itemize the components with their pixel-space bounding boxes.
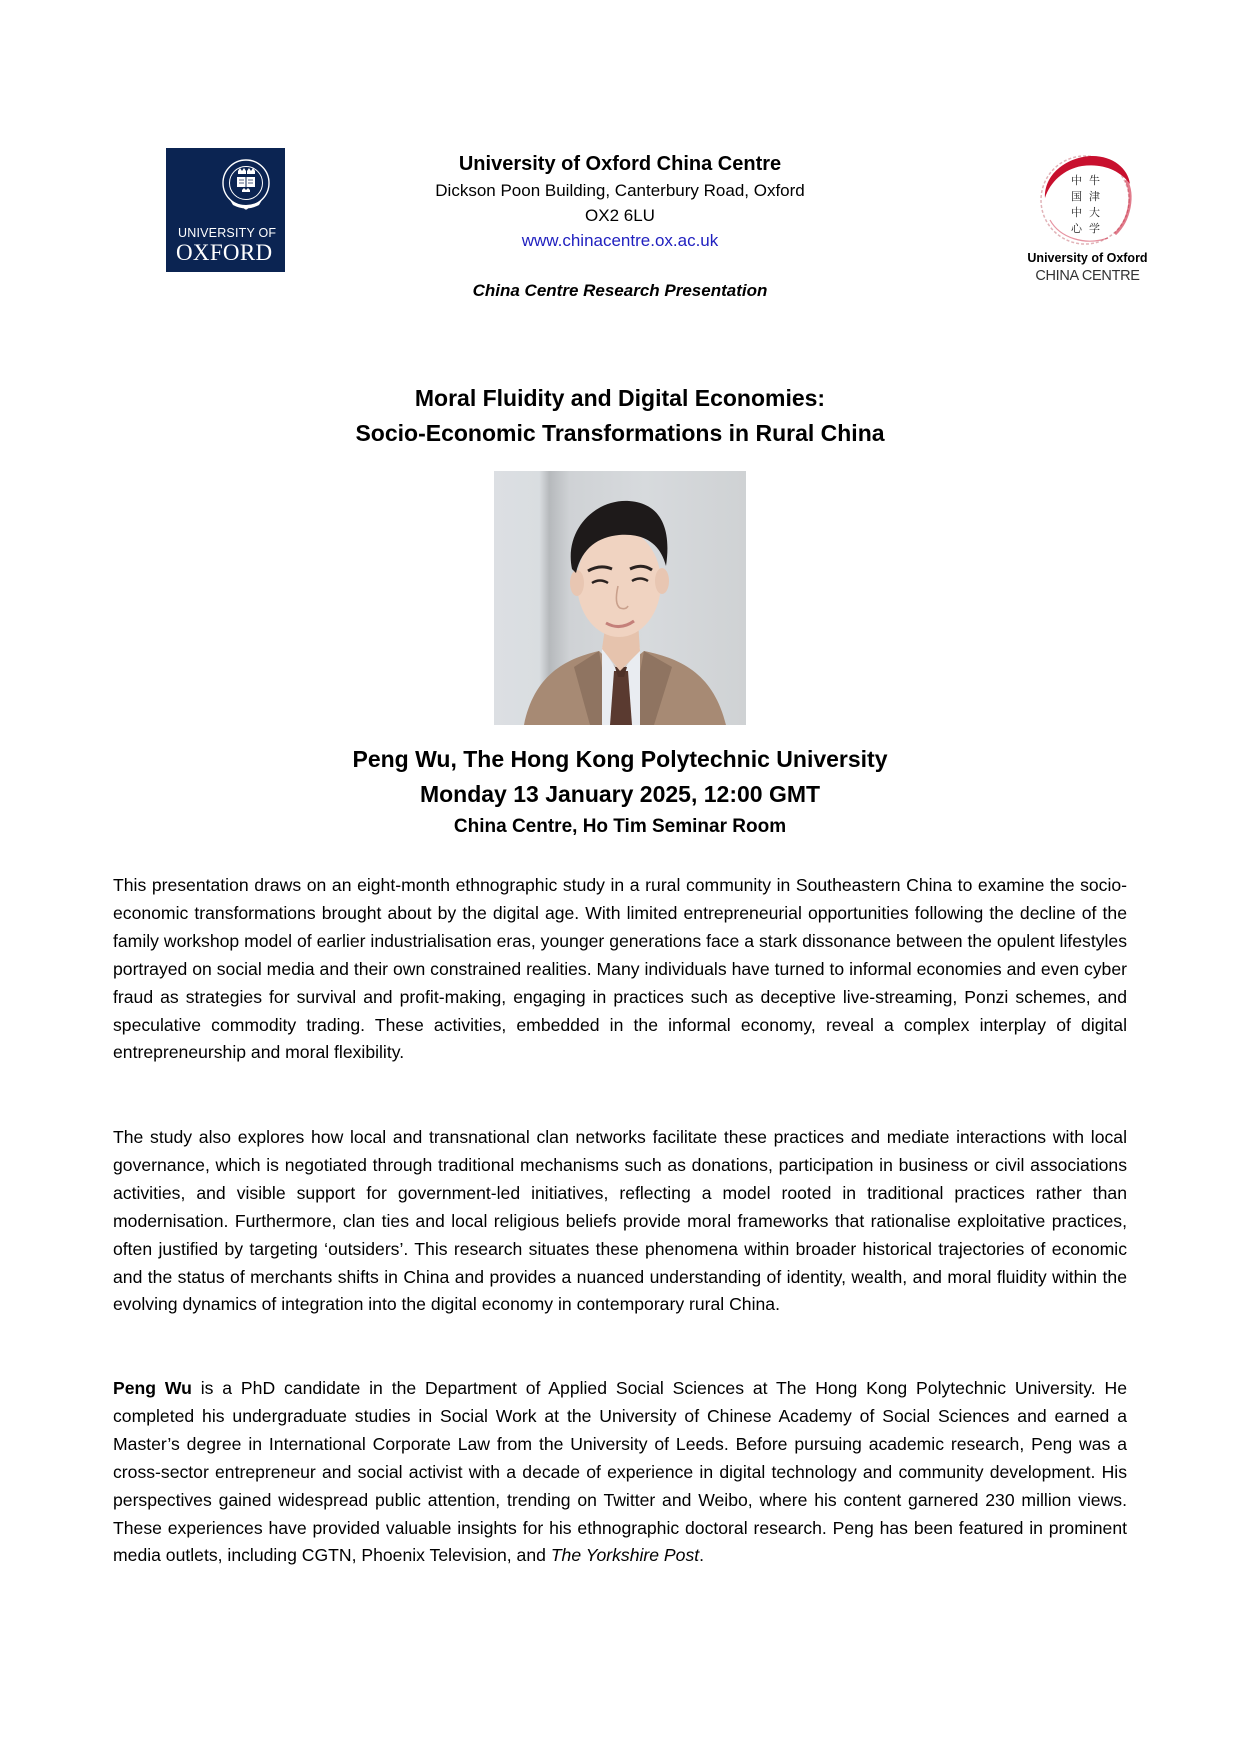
- talk-title-line-1: Moral Fluidity and Digital Economies:: [414, 385, 826, 411]
- event-datetime: Monday 13 January 2025, 12:00 GMT: [419, 781, 821, 807]
- bio-end-punctuation: .: [699, 1545, 705, 1566]
- abstract-paragraph-1: This presentation draws on an eight-month ethnographic study in a rural community in Southeastern China to examine the socio-economic transformations brought about by the digital age. With limited entrepreneurial opportunities following the decline of the family workshop model of earlier industrialisation eras, younger generations face a stark dissonance between the opulent lifestyles portrayed on social media and their own constrained realities. Many individuals have turned to informal economies and even cyber fraud as strategies for survival and profit-making, engaging in practices such as deceptive live-streaming, Ponzi schemes, and speculative commodity trading. These activities, embedded in the informal economy, reveal a complex interplay of digital entrepreneurship and moral flexibility.: [113, 875, 1127, 1063]
- website-link[interactable]: www.chinacentre.ox.ac.uk: [521, 231, 719, 250]
- svg-text:牛: 牛: [1089, 174, 1100, 187]
- oxford-crest-icon: [216, 156, 276, 220]
- oxford-china-centre-logo: [1015, 148, 1160, 288]
- logo-text-china-centre: CHINA CENTRE: [1035, 268, 1140, 284]
- abstract-paragraph-2: The study also explores how local and transnational clan networks facilitate these practices and mediate interactions with local governance, which is negotiated through traditional mechanisms such as donations, participation in business or civil associations activities, and visible support for government-led initiatives, reflecting a model rooted in traditional practices rather than modernisation. Furthermore, clan ties and local religious beliefs provide moral frameworks that rationalise exploitative practices, often justified by targeting ‘outsiders’. This research situates these phenomena within broader historical trajectories of economic and the status of merchants shifts in China and provides a nuanced understanding of identity, wealth, and moral fluidity within the evolving dynamics of integration into the digital economy in contemporary rural China.: [113, 1127, 1127, 1315]
- bio-text: is a PhD candidate in the Department of Applied Social Sciences at The Hong Kong Polytechnic University. He completed his undergraduate studies in Social Work at the University of Chinese Academy of Social Sciences and earned a Master’s degree in International Corporate Law from the University of Leeds. Before pursuing academic research, Peng was a cross-sector entrepreneur and social activist with a decade of experience in digital technology and community development. His perspectives gained widespread public attention, trending on Twitter and Weibo, where his content garnered 230 million views. These experiences have provided valuable insights for his ethnographic doctoral research. Peng has been featured in prominent media outlets, including CGTN, Phoenix Television, and: [113, 1378, 1128, 1566]
- event-venue: China Centre, Ho Tim Seminar Room: [453, 816, 787, 837]
- university-of-oxford-logo: [166, 148, 285, 272]
- logo-text-university-of-oxford: University of Oxford: [1027, 251, 1148, 265]
- event-type-label: China Centre Research Presentation: [472, 281, 768, 300]
- speaker-portrait-illustration: [494, 471, 746, 725]
- centre-name: University of Oxford China Centre: [458, 153, 782, 175]
- svg-text:中: 中: [1071, 206, 1082, 219]
- svg-text:心: 心: [1071, 222, 1082, 235]
- logo-text-university-of: UNIVERSITY OF: [178, 226, 277, 240]
- address-line-2: OX2 6LU: [585, 206, 655, 225]
- logo-text-oxford: OXFORD: [176, 240, 273, 265]
- bio-publication-name: The Yorkshire Post: [550, 1545, 700, 1566]
- speaker-bio-paragraph: [113, 1375, 1127, 1570]
- svg-text:国: 国: [1071, 190, 1082, 203]
- svg-text:津: 津: [1089, 190, 1100, 203]
- speaker-name-affiliation: Peng Wu, The Hong Kong Polytechnic University: [352, 746, 888, 772]
- speaker-photo: [494, 471, 746, 725]
- svg-text:学: 学: [1089, 222, 1100, 235]
- ink-circle-calligraphy-icon: [1030, 150, 1140, 250]
- bio-speaker-name: Peng Wu: [113, 1378, 192, 1398]
- talk-title-line-2: Socio-Economic Transformations in Rural China: [355, 420, 885, 446]
- svg-text:中: 中: [1071, 174, 1082, 187]
- svg-text:大: 大: [1089, 206, 1100, 219]
- address-line-1: Dickson Poon Building, Canterbury Road, Oxford: [435, 181, 805, 200]
